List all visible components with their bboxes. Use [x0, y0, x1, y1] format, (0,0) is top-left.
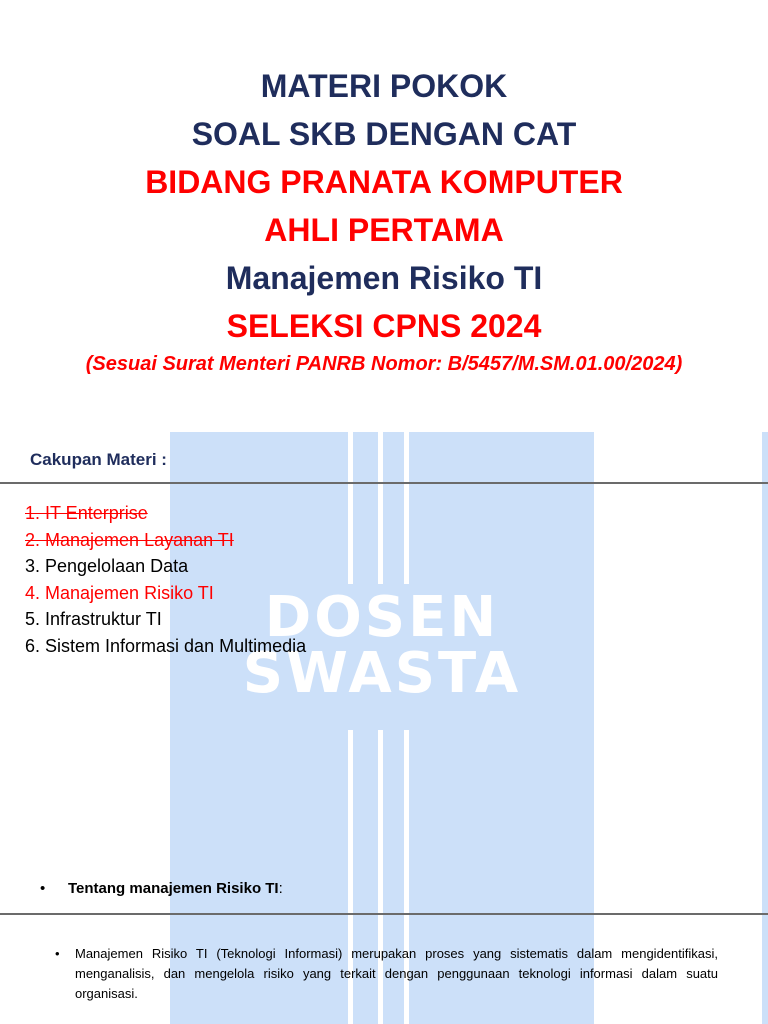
watermark-line: [348, 432, 353, 584]
watermark-line1: DOSEN: [264, 585, 500, 650]
materi-list: [25, 500, 306, 659]
watermark-panel-edge: [762, 432, 768, 1024]
bullet-icon: •: [40, 880, 46, 897]
title-line-materi: MATERI POKOK: [260, 68, 508, 104]
divider: [0, 913, 768, 915]
list-item: 2. Manajemen Layanan TI: [25, 529, 234, 550]
bullet-icon: •: [55, 946, 60, 961]
cakupan-heading: Cakupan Materi :: [30, 450, 167, 469]
watermark-line: [404, 432, 409, 584]
list-item: 1. IT Enterprise: [25, 503, 148, 523]
definition-paragraph: [55, 944, 718, 1004]
tentang-label: Tentang manajemen Risiko TI: [68, 880, 279, 897]
title-line-topic: Manajemen Risiko TI: [225, 260, 543, 296]
subtitle-reference: (Sesuai Surat Menteri PANRB Nomor: B/5457/M.SM.01.00/2024): [85, 353, 683, 375]
list-item: 4. Manajemen Risiko TI: [25, 582, 214, 603]
title-line-soal: SOAL SKB DENGAN CAT: [191, 116, 577, 152]
definition-text: Manajemen Risiko TI (Teknologi Informasi) merupakan proses yang sistematis dalam mengidentifikasi, menganalisis, dan mengelola risiko yang terkait dengan penggunaan teknologi informasi dalam suatu organisasi.: [75, 946, 718, 1001]
title-block: [0, 62, 768, 380]
title-line-bidang: BIDANG PRANATA KOMPUTER: [145, 164, 623, 200]
divider: [0, 482, 768, 484]
tentang-heading: [40, 880, 283, 897]
title-line-seleksi: SELEKSI CPNS 2024: [226, 308, 542, 344]
watermark-line: [378, 432, 383, 584]
list-item: 5. Infrastruktur TI: [25, 609, 162, 629]
list-item: 6. Sistem Informasi dan Multimedia: [25, 635, 307, 656]
tentang-colon: :: [278, 880, 283, 897]
watermark-line2: SWASTA: [242, 641, 522, 706]
title-line-ahli: AHLI PERTAMA: [264, 212, 504, 248]
list-item: 3. Pengelolaan Data: [25, 556, 189, 576]
